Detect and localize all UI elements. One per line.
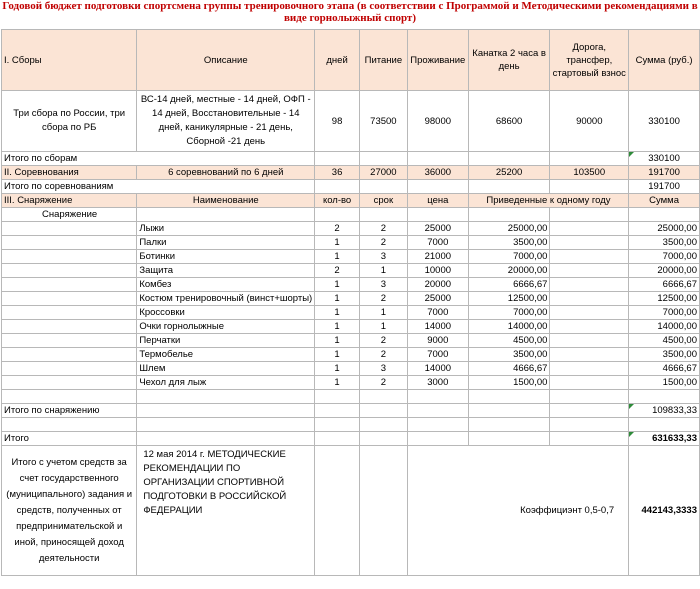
equipment-term[interactable]: 2 — [359, 376, 407, 390]
equipment-per-year[interactable]: 7000,00 — [468, 306, 550, 320]
equipment-blank-cell[interactable] — [550, 292, 629, 306]
equipment-qty[interactable]: 1 — [315, 278, 360, 292]
camps-lodging[interactable]: 98000 — [407, 91, 468, 152]
equipment-name[interactable]: Шлем — [137, 362, 315, 376]
equipment-term[interactable]: 3 — [359, 362, 407, 376]
equipment-blank-cell[interactable] — [2, 320, 137, 334]
equipment-sum[interactable]: 1500,00 — [629, 376, 700, 390]
header-food[interactable]: Питание — [359, 30, 407, 91]
equipment-term[interactable]: 2 — [359, 222, 407, 236]
equipment-sum[interactable]: 12500,00 — [629, 292, 700, 306]
equipment-header-qty[interactable]: кол-во — [315, 194, 360, 208]
equipment-blank-cell[interactable] — [550, 306, 629, 320]
equipment-name[interactable]: Перчатки — [137, 334, 315, 348]
equipment-price[interactable]: 9000 — [407, 334, 468, 348]
header-row — [2, 30, 700, 91]
equipment-name[interactable]: Чехол для лыж — [137, 376, 315, 390]
equipment-sum[interactable]: 4666,67 — [629, 362, 700, 376]
competitions-total-label[interactable]: Итого по соревнованиям — [2, 180, 315, 194]
header-days[interactable]: дней — [315, 30, 360, 91]
camps-total-label[interactable]: Итого по сборам — [2, 152, 315, 166]
equipment-price[interactable]: 14000 — [407, 320, 468, 334]
equipment-price[interactable]: 25000 — [407, 222, 468, 236]
equipment-header-name[interactable]: Наименование — [137, 194, 315, 208]
equipment-blank-cell[interactable] — [2, 376, 137, 390]
camps-sum[interactable]: 330100 — [629, 91, 700, 152]
equipment-header-row — [2, 194, 700, 208]
equipment-price[interactable]: 10000 — [407, 264, 468, 278]
equipment-row — [2, 320, 700, 334]
equipment-row — [2, 306, 700, 320]
equipment-blank-cell[interactable] — [550, 334, 629, 348]
equipment-price[interactable]: 7000 — [407, 306, 468, 320]
equipment-row — [2, 362, 700, 376]
grand-total-sum[interactable]: 631633,33 — [629, 432, 700, 446]
grand-total-label[interactable]: Итого — [2, 432, 137, 446]
equipment-blank-cell[interactable] — [2, 264, 137, 278]
equipment-qty[interactable]: 1 — [315, 348, 360, 362]
equipment-per-year[interactable]: 14000,00 — [468, 320, 550, 334]
competitions-description[interactable]: 6 соревнований по 6 дней — [137, 166, 315, 180]
equipment-term[interactable]: 2 — [359, 236, 407, 250]
final-row — [2, 446, 700, 576]
competitions-travel[interactable]: 103500 — [550, 166, 629, 180]
header-lift[interactable]: Канатка 2 часа в день — [468, 30, 550, 91]
header-lodging[interactable]: Проживание — [407, 30, 468, 91]
budget-table — [1, 29, 700, 576]
equipment-term[interactable]: 2 — [359, 292, 407, 306]
equipment-name[interactable]: Костюм тренировочный (винст+шорты) — [137, 292, 315, 306]
equipment-qty[interactable]: 1 — [315, 362, 360, 376]
equipment-name[interactable]: Лыжи — [137, 222, 315, 236]
equipment-qty[interactable]: 1 — [315, 334, 360, 348]
equipment-name[interactable]: Палки — [137, 236, 315, 250]
equipment-blank-cell[interactable] — [2, 250, 137, 264]
equipment-qty[interactable]: 1 — [315, 320, 360, 334]
equipment-term[interactable]: 1 — [359, 320, 407, 334]
equipment-name[interactable]: Очки горнолыжные — [137, 320, 315, 334]
equipment-qty[interactable]: 2 — [315, 222, 360, 236]
grand-total-row — [2, 432, 700, 446]
equipment-header-section[interactable]: III. Снаряжение — [2, 194, 137, 208]
camps-description[interactable]: ВС-14 дней, местные - 14 дней, ОФП - 14 дней, Восстановительные - 14 дней, каникулярные - 21 день, Сборной -21 день — [137, 91, 315, 152]
equipment-blank-cell[interactable] — [550, 362, 629, 376]
equipment-term[interactable]: 1 — [359, 306, 407, 320]
equipment-total-label[interactable]: Итого по снаряжению — [2, 404, 137, 418]
equipment-row — [2, 292, 700, 306]
equipment-row — [2, 376, 700, 390]
header-section[interactable]: I. Сборы — [2, 30, 137, 91]
equipment-per-year[interactable]: 3500,00 — [468, 236, 550, 250]
equipment-per-year[interactable]: 7000,00 — [468, 250, 550, 264]
equipment-total-row — [2, 404, 700, 418]
competitions-total-row — [2, 180, 700, 194]
equipment-blank-cell[interactable] — [2, 306, 137, 320]
equipment-blank-cell[interactable] — [550, 376, 629, 390]
equipment-per-year[interactable]: 3500,00 — [468, 348, 550, 362]
equipment-blank-cell[interactable] — [550, 222, 629, 236]
final-note[interactable]: 12 мая 2014 г. МЕТОДИЧЕСКИЕ РЕКОМЕНДАЦИИ ПО ОРГАНИЗАЦИИ СПОРТИВНОЙ ПОДГОТОВКИ В РОССИЙСКОЙ ФЕДЕРАЦИИ — [137, 446, 315, 576]
camps-row — [2, 91, 700, 152]
header-travel[interactable]: Дорога, трансфер, стартовый взнос — [550, 30, 629, 91]
equipment-per-year[interactable]: 1500,00 — [468, 376, 550, 390]
equipment-blank-cell[interactable] — [550, 236, 629, 250]
equipment-subheader-row — [2, 208, 700, 222]
competitions-food[interactable]: 27000 — [359, 166, 407, 180]
equipment-sum[interactable]: 4500,00 — [629, 334, 700, 348]
equipment-sum[interactable]: 3500,00 — [629, 348, 700, 362]
equipment-sum[interactable]: 20000,00 — [629, 264, 700, 278]
equipment-row — [2, 222, 700, 236]
equipment-per-year[interactable]: 4500,00 — [468, 334, 550, 348]
equipment-qty[interactable]: 2 — [315, 264, 360, 278]
header-description[interactable]: Описание — [137, 30, 315, 91]
equipment-sum[interactable]: 6666,67 — [629, 278, 700, 292]
competitions-row — [2, 166, 700, 180]
camps-travel[interactable]: 90000 — [550, 91, 629, 152]
equipment-blank-cell[interactable] — [2, 278, 137, 292]
equipment-per-year[interactable]: 6666,67 — [468, 278, 550, 292]
equipment-header-sum[interactable]: Сумма — [629, 194, 700, 208]
equipment-blank-cell[interactable] — [2, 362, 137, 376]
equipment-price[interactable]: 14000 — [407, 362, 468, 376]
equipment-header-per-year[interactable]: Приведенные к одному году — [468, 194, 628, 208]
camps-total-row — [2, 152, 700, 166]
equipment-sum[interactable]: 3500,00 — [629, 236, 700, 250]
equipment-per-year[interactable]: 25000,00 — [468, 222, 550, 236]
equipment-row — [2, 250, 700, 264]
competitions-lodging[interactable]: 36000 — [407, 166, 468, 180]
equipment-per-year[interactable]: 20000,00 — [468, 264, 550, 278]
header-sum[interactable]: Сумма (руб.) — [629, 30, 700, 91]
equipment-price[interactable]: 25000 — [407, 292, 468, 306]
equipment-header-term[interactable]: срок — [359, 194, 407, 208]
equipment-blank-cell[interactable] — [550, 320, 629, 334]
equipment-blank-cell[interactable] — [2, 348, 137, 362]
equipment-term[interactable]: 2 — [359, 334, 407, 348]
equipment-qty[interactable]: 1 — [315, 306, 360, 320]
competitions-name[interactable]: II. Соревнования — [2, 166, 137, 180]
equipment-name[interactable]: Комбез — [137, 278, 315, 292]
equipment-header-price[interactable]: цена — [407, 194, 468, 208]
camps-days[interactable]: 98 — [315, 91, 360, 152]
equipment-name[interactable]: Защита — [137, 264, 315, 278]
final-sum[interactable]: 442143,3333 — [629, 446, 700, 576]
document-title: Годовой бюджет подготовки спортсмена группы тренировочного этапа (в соответствии с Программой и Методическими рекомендациями в виде горнолыжный спорт) — [2, 0, 698, 24]
final-label[interactable]: Итого с учетом средств за счет государственного (муниципального) задания и средств, полученных от предпринимательской и иной, приносящей доход деятельности — [2, 446, 137, 576]
equipment-qty[interactable]: 1 — [315, 292, 360, 306]
equipment-price[interactable]: 7000 — [407, 348, 468, 362]
equipment-row — [2, 278, 700, 292]
equipment-blank-cell[interactable] — [550, 278, 629, 292]
equipment-name[interactable]: Кроссовки — [137, 306, 315, 320]
equipment-qty[interactable]: 1 — [315, 376, 360, 390]
camps-lift[interactable]: 68600 — [468, 91, 550, 152]
equipment-blank-cell[interactable] — [2, 292, 137, 306]
equipment-blank-cell[interactable] — [2, 236, 137, 250]
spacer-row — [2, 390, 700, 404]
equipment-sum[interactable]: 7000,00 — [629, 306, 700, 320]
camps-total-sum[interactable]: 330100 — [629, 152, 700, 166]
equipment-term[interactable]: 3 — [359, 278, 407, 292]
equipment-per-year[interactable]: 4666,67 — [468, 362, 550, 376]
final-coefficient[interactable]: Коэффициэнт 0,5-0,7 — [407, 446, 628, 576]
equipment-price[interactable]: 7000 — [407, 236, 468, 250]
equipment-term[interactable]: 3 — [359, 250, 407, 264]
equipment-sum[interactable]: 14000,00 — [629, 320, 700, 334]
camps-food[interactable]: 73500 — [359, 91, 407, 152]
equipment-row — [2, 264, 700, 278]
equipment-blank-cell[interactable] — [2, 222, 137, 236]
equipment-row — [2, 334, 700, 348]
equipment-row — [2, 236, 700, 250]
equipment-qty[interactable]: 1 — [315, 236, 360, 250]
equipment-total-sum[interactable]: 109833,33 — [629, 404, 700, 418]
competitions-total-sum[interactable]: 191700 — [629, 180, 700, 194]
equipment-blank-cell[interactable] — [550, 264, 629, 278]
equipment-qty[interactable]: 1 — [315, 250, 360, 264]
equipment-blank-cell[interactable] — [550, 250, 629, 264]
camps-name[interactable]: Три сбора по России, три сбора по РБ — [2, 91, 137, 152]
equipment-name[interactable]: Термобелье — [137, 348, 315, 362]
competitions-days[interactable]: 36 — [315, 166, 360, 180]
equipment-row — [2, 348, 700, 362]
equipment-price[interactable]: 21000 — [407, 250, 468, 264]
equipment-blank-cell[interactable] — [550, 348, 629, 362]
equipment-sum[interactable]: 25000,00 — [629, 222, 700, 236]
equipment-per-year[interactable]: 12500,00 — [468, 292, 550, 306]
equipment-term[interactable]: 1 — [359, 264, 407, 278]
equipment-term[interactable]: 2 — [359, 348, 407, 362]
spacer-row — [2, 418, 700, 432]
equipment-sum[interactable]: 7000,00 — [629, 250, 700, 264]
competitions-lift[interactable]: 25200 — [468, 166, 550, 180]
competitions-sum[interactable]: 191700 — [629, 166, 700, 180]
equipment-price[interactable]: 3000 — [407, 376, 468, 390]
equipment-name[interactable]: Ботинки — [137, 250, 315, 264]
equipment-price[interactable]: 20000 — [407, 278, 468, 292]
equipment-blank-cell[interactable] — [2, 334, 137, 348]
equipment-subheader[interactable]: Снаряжение — [2, 208, 137, 222]
